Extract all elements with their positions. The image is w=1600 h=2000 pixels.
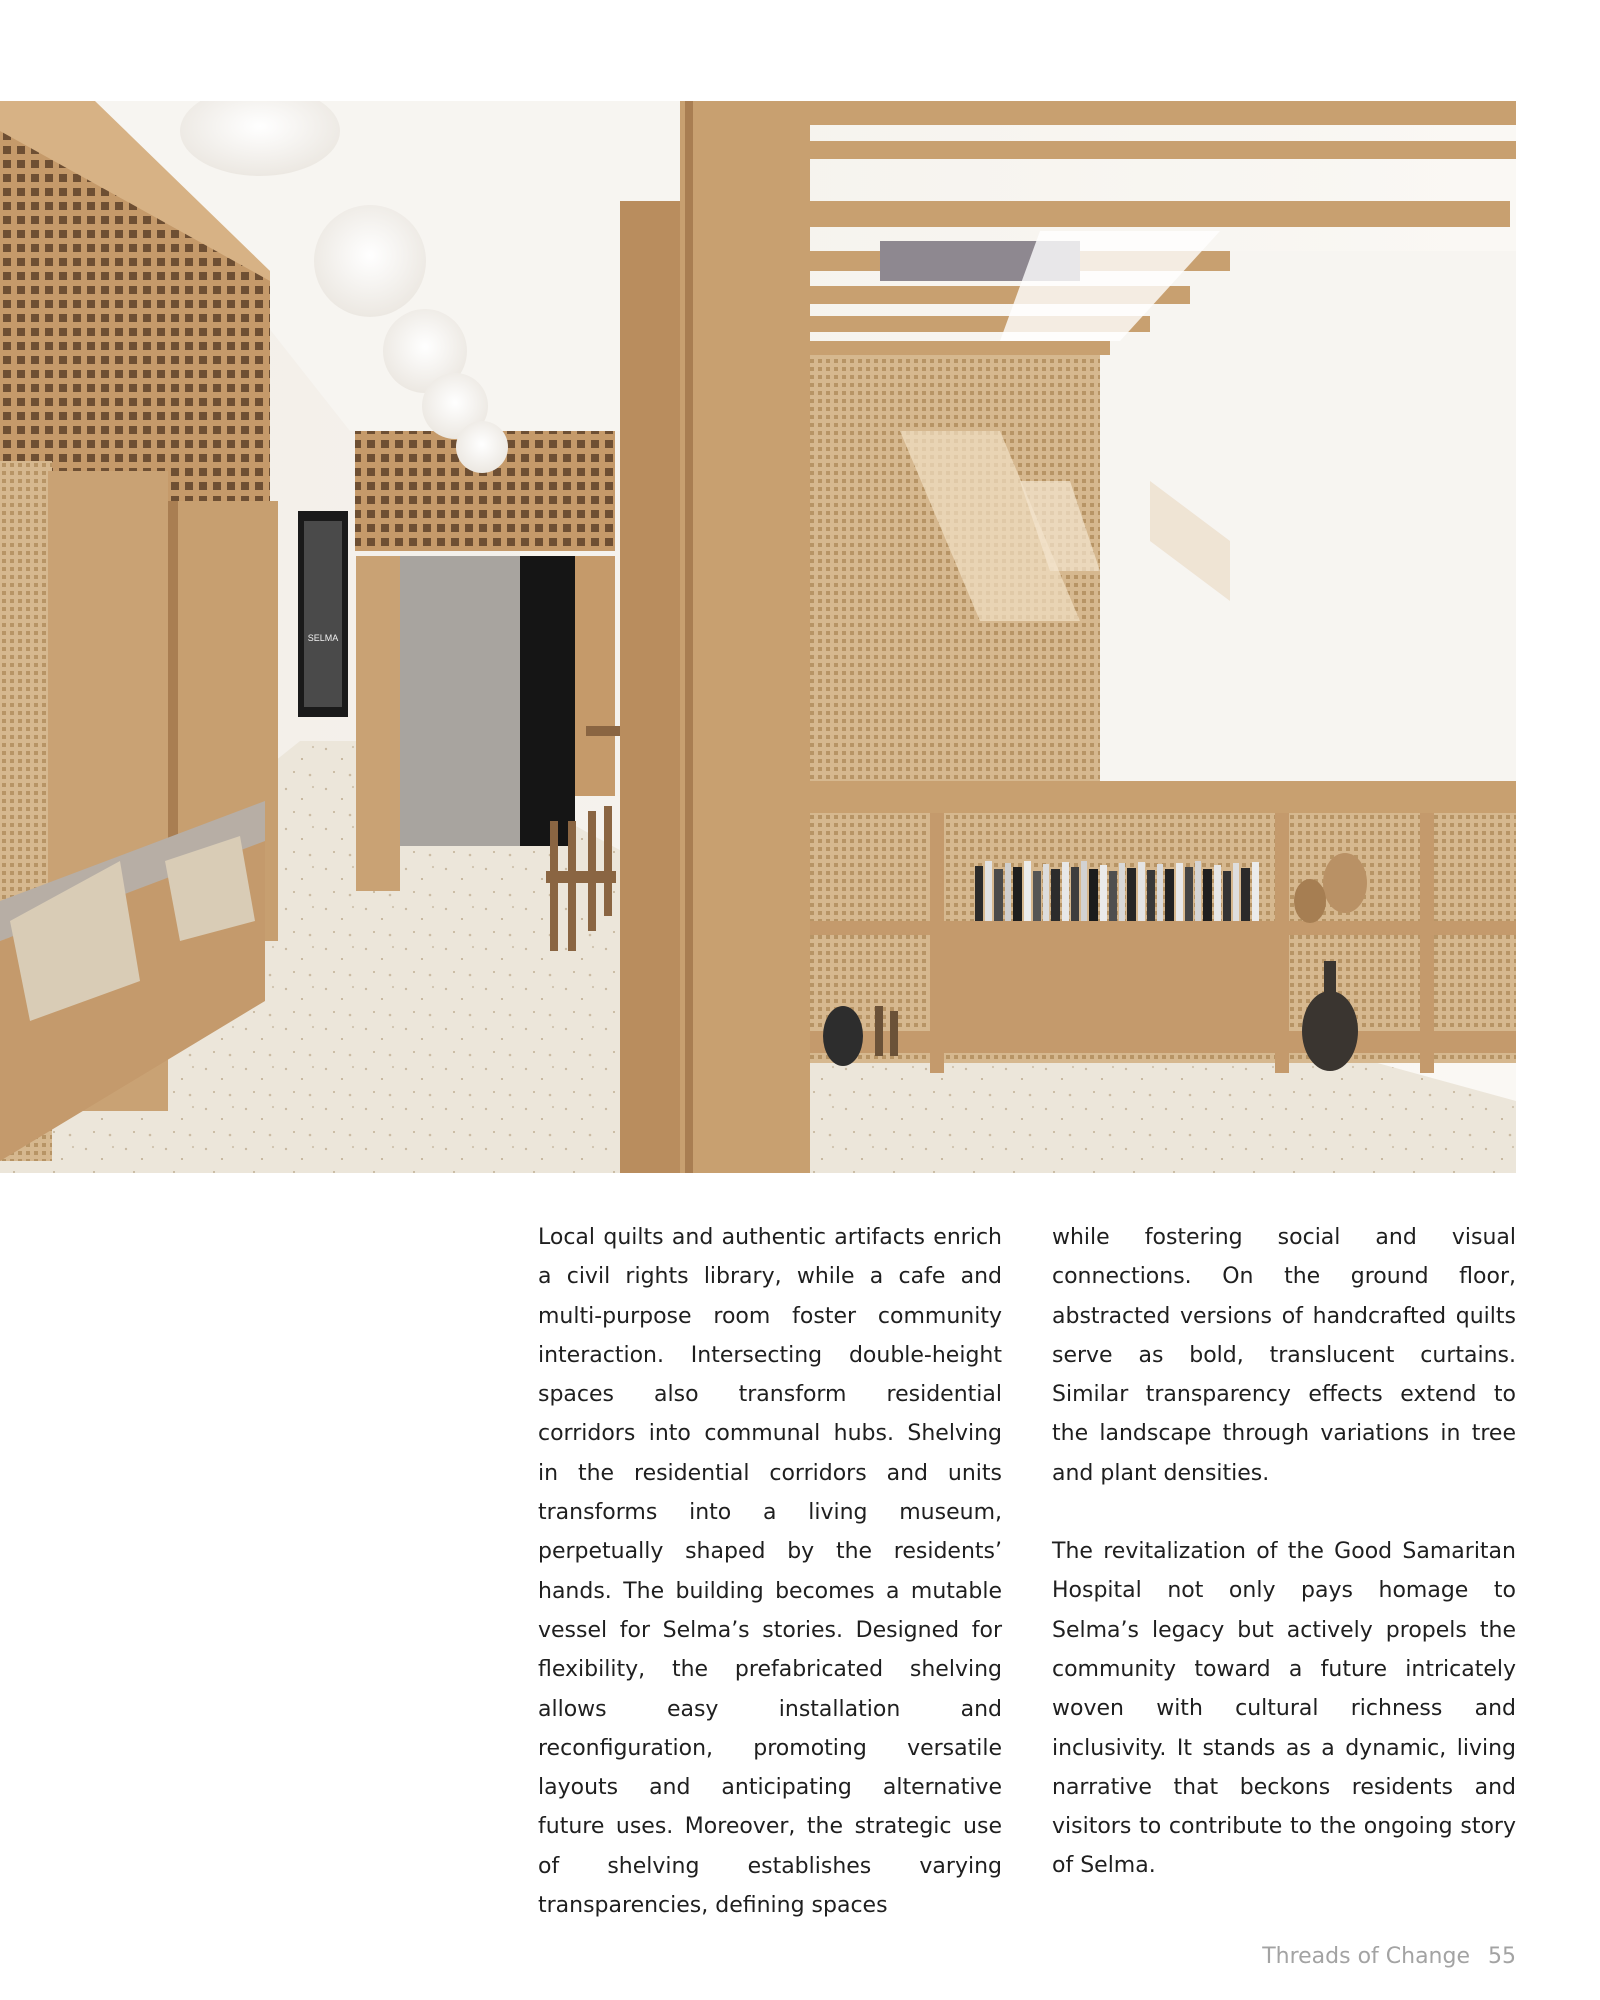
article-column-right	[1052, 1218, 1516, 1886]
paragraph: while fostering social and visual connections. On the ground floor, abstracted versions of handcrafted quilts serve as bold, translucent curtains. Similar transparency effects extend to the landscape through variations in tree and plant densities.	[1052, 1225, 1516, 1486]
page-number: 55	[1488, 1944, 1516, 1969]
publication-title: Threads of Change	[1262, 1944, 1470, 1969]
pendant-lamp	[456, 421, 508, 473]
article-column-left	[538, 1218, 1002, 1925]
pendant-lamp	[314, 205, 426, 317]
paragraph: Local quilts and authentic artifacts enrich a civil rights library, while a cafe and multi-purpose room foster community interaction. Intersecting double-height spaces also transform residential corridors into communal hubs. Shelving in the residential corridors and units transforms into a living museum, perpetually shaped by the residents’ hands. The building becomes a mutable vessel for Selma’s stories. Designed for flexibility, the prefabricated shelving allows easy installation and reconfiguration, promoting versatile layouts and anticipating alternative future uses. Moreover, the strategic use of shelving establishes varying transparencies, defining spaces	[538, 1225, 1002, 1919]
structural-column	[680, 101, 810, 1173]
credenza-top	[810, 781, 1516, 813]
paragraph: The revitalization of the Good Samaritan Hospital not only pays homage to Selma’s legacy but actively propels the community toward a future intricately woven with cultural richness and inclusivity. It stands as a dynamic, living narrative that beckons residents and visitors to contribute to the ongoing story of Selma.	[1052, 1539, 1516, 1879]
svg-text:SELMA: SELMA	[307, 633, 339, 643]
framed-poster	[298, 511, 348, 717]
page-footer	[1262, 1944, 1516, 1969]
interior-render	[0, 101, 1516, 1173]
